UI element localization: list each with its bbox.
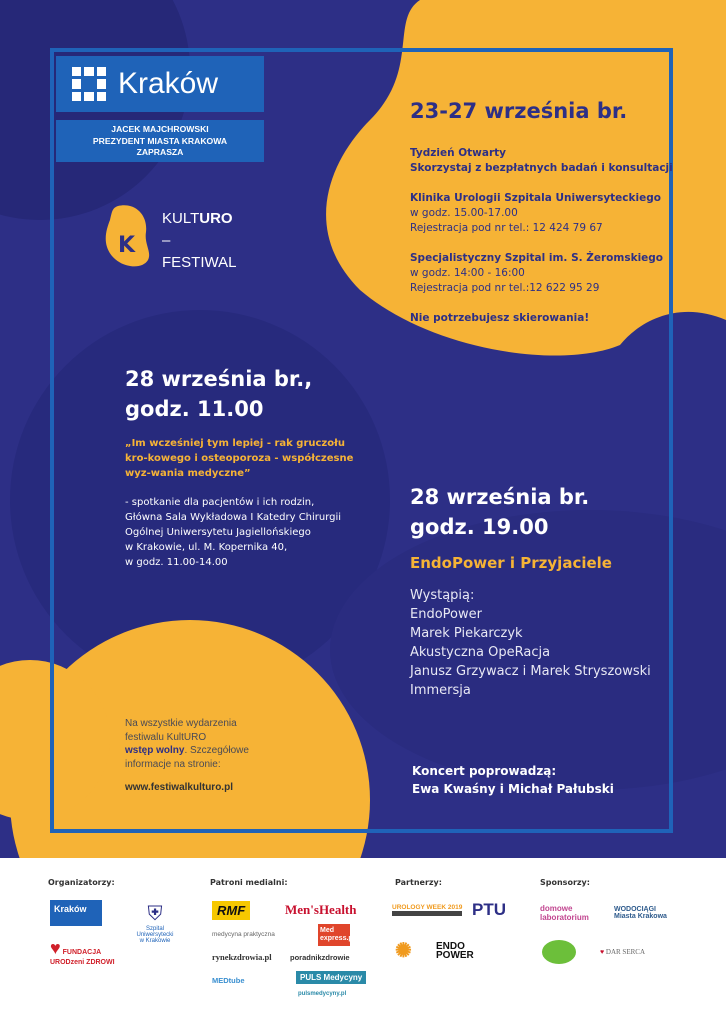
concert-hosts: Koncert poprowadzą: Ewa Kwaśny i Michał Pałubski (412, 764, 614, 796)
event-lecture: 28 września br., godz. 11.00 „Im wcześniej tym lepiej - rak gruczołu kro-kowego i osteoporoza - współczesne wyz-wania medyczne” - spotkanie dla pacjentów i ich rodzin, Główna Sala Wykładowa I Katedry Chirurgii Ogólnej Uniwersytetu Jagiellońskiego w Krakowie, ul. M. Kopernika 40, w godz. 11.00-14.00 (125, 367, 354, 568)
szpital-logo: ⛨ Szpital Uniwersytecki w Krakowie (136, 903, 174, 944)
footer-sponsors: Organizatorzy: Patroni medialni: Partnerzy: Sponsorzy: Kraków ♥ FUNDACJA URODzeni ZDROWI ⛨ Szpital Uniwersytecki w Krakowie RMF Men'sHealth medycyna praktyczna Med express.pl rynekzdrowia.pl poradnikzdrowie MEDtube PULS Medycyny pulsmedycyny.pl UROLOGY WEEK 2019 PTU ✺ ENDO POWER domowe laboratorium WODOCIĄGI Miasta Krakowa ♥ DAR SERCA (0, 858, 726, 1024)
partner-emblem-icon: ✺ (395, 940, 412, 962)
festival-url-link[interactable]: www.festiwalkulturo.pl (125, 782, 233, 793)
krakow-logo: Kraków (56, 56, 264, 112)
invite-box: JACEK MAJCHROWSKI PREZYDENT MIASTA KRAKOWA ZAPRASZA (56, 120, 264, 162)
sponsor-green-logo (542, 940, 576, 964)
krakow-emblem-icon (72, 67, 106, 101)
kidney-icon (104, 204, 154, 268)
svg-text:K: K (118, 233, 136, 258)
krakow-sponsor-logo: Kraków (50, 900, 102, 926)
event1-date: 23-27 września br. (410, 99, 628, 123)
info-box: Na wszystkie wydarzenia festiwalu KultURO wstęp wolny. Szczegółowe informacje na stronie: www.festiwalkulturo.pl (125, 718, 249, 793)
event-open-week: 23-27 września br. Tydzień Otwarty Skorzystaj z bezpłatnych badań i konsultacji Klinika Urologii Szpitala Uniwersyteckiego w godz. 15.00-17.00 Rejestracja pod nr tel.: 12 424 79 67 Specjalistyczny Szpital im. S. Żeromskiego w godz. 14:00 - 16:00 Rejestracja pod nr tel.:12 622 95 29 Nie potrzebujesz skierowania! (410, 96, 680, 326)
fundacja-logo: ♥ FUNDACJA URODzeni ZDROWI (50, 938, 115, 966)
kulturo-logo: K KULTURO – FESTIWAL (104, 204, 154, 272)
event-concert: 28 września br. godz. 19.00 EndoPower i Przyjaciele Wystąpią: EndoPower Marek Piekarczyk Akustyczna OpeRacja Janusz Grzywacz i Marek Stryszowski Immersja (410, 485, 651, 698)
